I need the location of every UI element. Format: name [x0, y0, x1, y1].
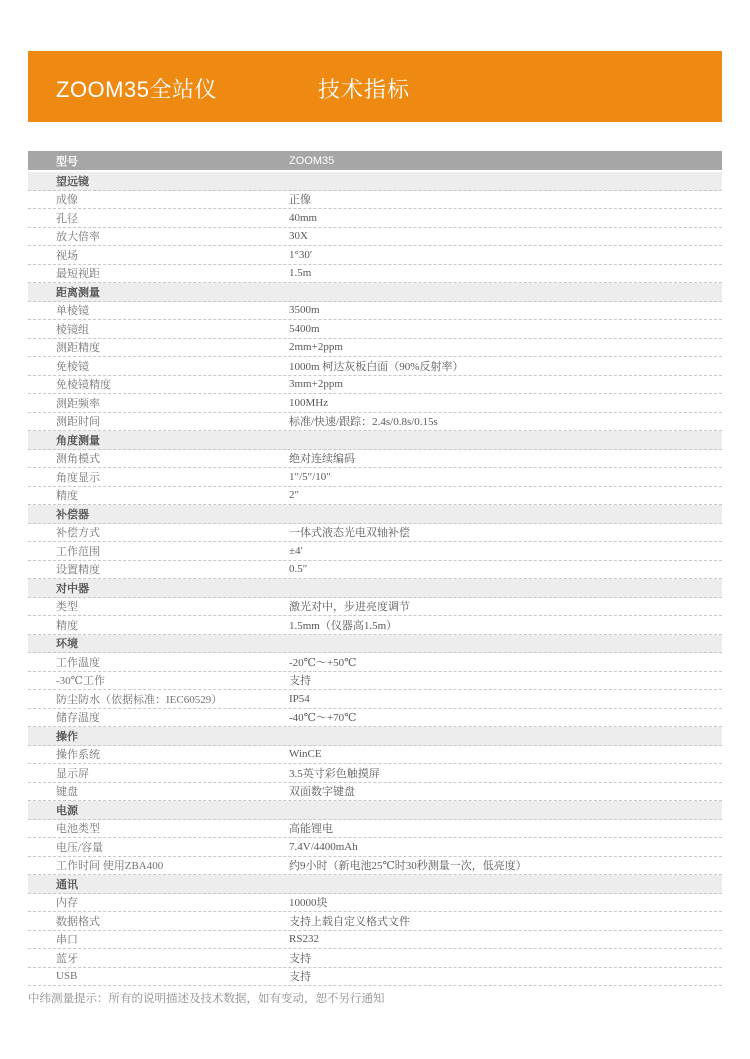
- model-header-label: 型号: [56, 155, 78, 168]
- spec-label: 测距精度: [56, 342, 100, 355]
- title-banner: [28, 51, 722, 122]
- table-row: [28, 598, 722, 617]
- table-row: [28, 191, 722, 210]
- table-row: [28, 302, 722, 321]
- spec-label: 免棱镜: [56, 360, 89, 373]
- table-row: [28, 949, 722, 968]
- spec-value: 1°30′: [289, 248, 313, 261]
- spec-label: 最短视距: [56, 268, 100, 281]
- spec-value: 1″/5″/10″: [289, 470, 331, 483]
- table-row: [28, 820, 722, 839]
- table-row: [28, 265, 722, 284]
- spec-label: 孔径: [56, 212, 78, 225]
- table-row: [28, 228, 722, 247]
- spec-label: 成像: [56, 194, 78, 207]
- table-row: [28, 487, 722, 506]
- spec-value: 约9小时（新电池25℃时30秒测量一次，低亮度）: [289, 860, 527, 873]
- table-row: [28, 209, 722, 228]
- table-row: [28, 653, 722, 672]
- table-row: [28, 931, 722, 950]
- section-title: 对中器: [56, 582, 89, 595]
- table-row: [28, 968, 722, 987]
- banner-section-title: 技术指标: [318, 77, 411, 102]
- spec-value: 标准/快速/跟踪：2.4s/0.8s/0.15s: [289, 416, 438, 429]
- spec-value: 支持: [289, 952, 311, 965]
- table-row: [28, 764, 722, 783]
- spec-label: 免棱镜精度: [56, 379, 111, 392]
- table-row: [28, 616, 722, 635]
- section-row: [28, 801, 722, 820]
- model-header-value: ZOOM35: [289, 154, 335, 167]
- table-row: [28, 524, 722, 543]
- spec-label: 数据格式: [56, 915, 100, 928]
- spec-label: 蓝牙: [56, 952, 78, 965]
- spec-value: 30X: [289, 230, 308, 243]
- section-title: 通讯: [56, 878, 78, 891]
- spec-label: 棱镜组: [56, 323, 89, 336]
- section-row: [28, 172, 722, 191]
- spec-label: 设置精度: [56, 564, 100, 577]
- spec-label: 补偿方式: [56, 527, 100, 540]
- table-row: [28, 561, 722, 580]
- spec-value: 1.5mm（仪器高1.5m）: [289, 619, 398, 632]
- spec-label: 视场: [56, 249, 78, 262]
- spec-label: 串口: [56, 934, 78, 947]
- spec-value: -40℃～+70℃: [289, 712, 357, 725]
- spec-value: 7.4V/4400mAh: [289, 840, 358, 853]
- product-name: ZOOM35全站仪: [56, 77, 217, 102]
- spec-value: WinCE: [289, 748, 322, 761]
- spec-label: 工作温度: [56, 656, 100, 669]
- spec-label: 单棱镜: [56, 305, 89, 318]
- spec-label: 电池类型: [56, 823, 100, 836]
- table-row: [28, 894, 722, 913]
- table-row: [28, 857, 722, 876]
- spec-value: -20℃～+50℃: [289, 656, 357, 669]
- spec-value: 3.5英寸彩色触摸屏: [289, 767, 380, 780]
- spec-label: 测角模式: [56, 453, 100, 466]
- spec-label: 放大倍率: [56, 231, 100, 244]
- section-row: [28, 875, 722, 894]
- spec-value: 双面数字键盘: [289, 786, 355, 799]
- spec-value: 2mm+2ppm: [289, 341, 343, 354]
- table-row: [28, 542, 722, 561]
- spec-label: 类型: [56, 601, 78, 614]
- table-row: [28, 357, 722, 376]
- table-row: [28, 413, 722, 432]
- table-row: [28, 672, 722, 691]
- spec-label: 工作范围: [56, 545, 100, 558]
- section-title: 操作: [56, 730, 78, 743]
- spec-value: 支持: [289, 675, 311, 688]
- section-title: 电源: [56, 804, 78, 817]
- section-title: 角度测量: [56, 434, 100, 447]
- spec-value: 激光对中，步进亮度调节: [289, 601, 410, 614]
- spec-table: [28, 151, 722, 986]
- spec-value: 10000块: [289, 897, 328, 910]
- spec-value: 正像: [289, 194, 311, 207]
- section-title: 补偿器: [56, 508, 89, 521]
- spec-value: 高能锂电: [289, 823, 333, 836]
- spec-value: 3500m: [289, 304, 320, 317]
- spec-label: 精度: [56, 619, 78, 632]
- table-row: [28, 246, 722, 265]
- spec-value: 支持上载自定义格式文件: [289, 915, 410, 928]
- table-row: [28, 690, 722, 709]
- table-row: [28, 320, 722, 339]
- spec-value: RS232: [289, 933, 319, 946]
- spec-value: ±4′: [289, 544, 303, 557]
- section-title: 环境: [56, 638, 78, 651]
- spec-value: 1000m 柯达灰板白面（90%反射率）: [289, 360, 464, 373]
- spec-value: 3mm+2ppm: [289, 378, 343, 391]
- spec-label: 显示屏: [56, 767, 89, 780]
- section-row: [28, 283, 722, 302]
- table-row: [28, 394, 722, 413]
- spec-label: 精度: [56, 490, 78, 503]
- table-body: [28, 172, 722, 986]
- footer-note: 中纬测量提示：所有的说明描述及技术数据，如有变动，恕不另行通知: [28, 993, 385, 1005]
- section-row: [28, 505, 722, 524]
- spec-label: 工作时间 使用ZBA400: [56, 860, 164, 873]
- section-row: [28, 579, 722, 598]
- section-title: 望远镜: [56, 175, 89, 188]
- spec-value: 0.5″: [289, 563, 308, 576]
- table-row: [28, 339, 722, 358]
- spec-label: 操作系统: [56, 749, 100, 762]
- section-row: [28, 727, 722, 746]
- spec-value: 2″: [289, 489, 300, 502]
- table-row: [28, 746, 722, 765]
- spec-label: 内存: [56, 897, 78, 910]
- spec-value: 绝对连续编码: [289, 453, 355, 466]
- spec-label: 储存温度: [56, 712, 100, 725]
- table-row: [28, 450, 722, 469]
- table-row: [28, 912, 722, 931]
- spec-value: 1.5m: [289, 267, 312, 280]
- table-row: [28, 838, 722, 857]
- spec-label: 键盘: [56, 786, 78, 799]
- spec-label: 测距频率: [56, 397, 100, 410]
- spec-value: 40mm: [289, 211, 318, 224]
- table-row: [28, 783, 722, 802]
- spec-label: USB: [56, 970, 78, 983]
- spec-value: IP54: [289, 692, 310, 705]
- table-row: [28, 376, 722, 395]
- section-title: 距离测量: [56, 286, 100, 299]
- spec-value: 5400m: [289, 322, 320, 335]
- spec-label: 电压/容量: [56, 841, 104, 854]
- spec-value: 100MHz: [289, 396, 329, 409]
- spec-label: 测距时间: [56, 416, 100, 429]
- spec-label: 角度显示: [56, 471, 100, 484]
- section-row: [28, 635, 722, 654]
- spec-value: 支持: [289, 971, 311, 984]
- section-row: [28, 431, 722, 450]
- spec-value: 一体式液态光电双轴补偿: [289, 527, 410, 540]
- table-row: [28, 709, 722, 728]
- table-header-row: [28, 151, 722, 172]
- spec-label: -30℃工作: [56, 675, 105, 688]
- spec-label: 防尘防水（依据标准：IEC60529）: [56, 693, 223, 706]
- table-row: [28, 468, 722, 487]
